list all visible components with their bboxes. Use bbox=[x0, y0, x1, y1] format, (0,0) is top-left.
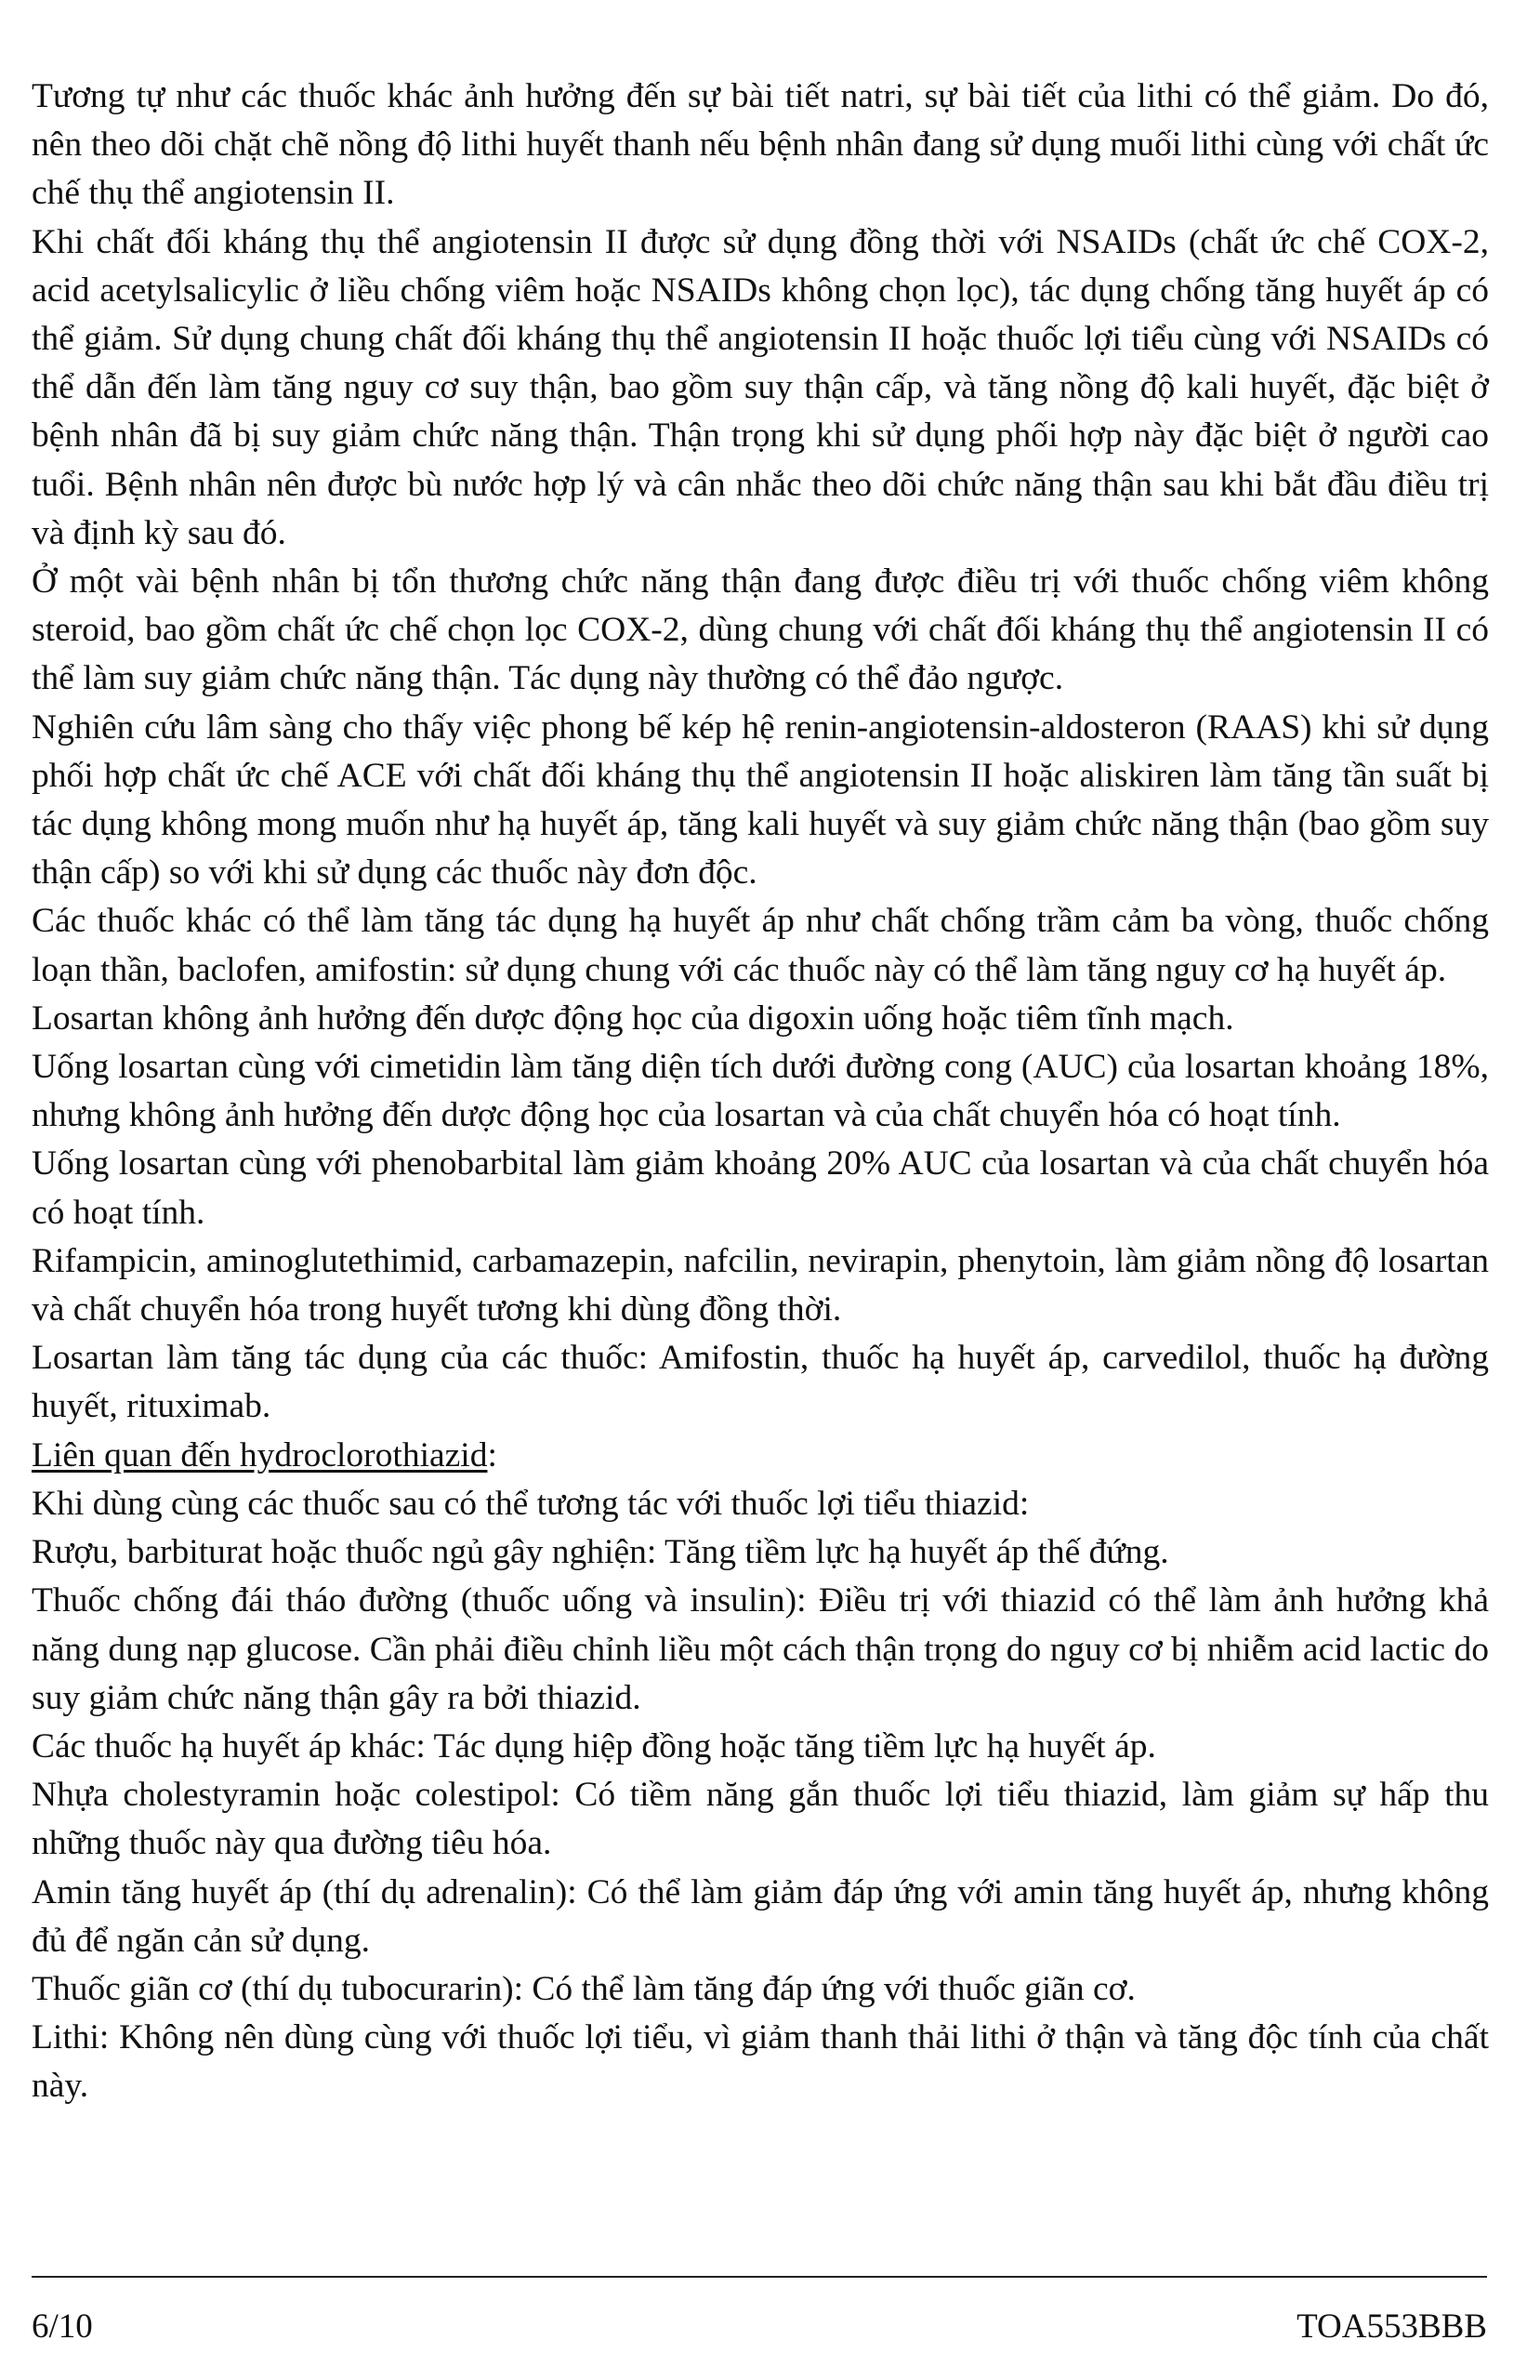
paragraph-hypotension-drugs: Các thuốc khác có thể làm tăng tác dụng hạ huyết áp như chất chống trầm cảm ba vòng, thuốc chống loạn thần, baclofen, amifostin: sử dụng chung với các thuốc này có thể làm tăng nguy cơ hạ huyết áp. bbox=[32, 902, 1489, 989]
document-body bbox=[32, 73, 1489, 2111]
paragraph-phenobarbital: Uống losartan cùng với phenobarbital làm giảm khoảng 20% AUC của losartan và của chất chuyển hóa có hoạt tính. bbox=[32, 1144, 1489, 1232]
paragraph-muscle-relaxants: Thuốc giãn cơ (thí dụ tubocurarin): Có thể làm tăng đáp ứng với thuốc giãn cơ. bbox=[32, 1969, 1136, 2008]
paragraph-cholestyramin: Nhựa cholestyramin hoặc colestipol: Có tiềm năng gắn thuốc lợi tiểu thiazid, làm giảm sự hấp thu những thuốc này qua đường tiêu hóa. bbox=[32, 1776, 1489, 1863]
page-footer bbox=[32, 2304, 1487, 2350]
paragraph-lithium-interaction: Tương tự như các thuốc khác ảnh hưởng đến sự bài tiết natri, sự bài tiết của lithi có thể giảm. Do đó, nên theo dõi chặt chẽ nồng độ lithi huyết thanh nếu bệnh nhân đang sử dụng muối lithi cùng với chất ức chế thụ thể angiotensin II. bbox=[32, 77, 1489, 213]
paragraph-alcohol: Rượu, barbiturat hoặc thuốc ngủ gây nghiện: Tăng tiềm lực hạ huyết áp thế đứng. bbox=[32, 1533, 1169, 1572]
paragraph-pressor-amines: Amin tăng huyết áp (thí dụ adrenalin): Có thể làm giảm đáp ứng với amin tăng huyết áp, nhưng không đủ để ngăn cản sử dụng. bbox=[32, 1872, 1489, 1960]
page-number: 6/10 bbox=[32, 2307, 93, 2346]
paragraph-cimetidin: Uống losartan cùng với cimetidin làm tăng diện tích dưới đường cong (AUC) của losartan khoảng 18%, nhưng không ảnh hưởng đến dược động học của losartan và của chất chuyển hóa có hoạt tính. bbox=[32, 1048, 1489, 1135]
paragraph-losartan-enhances: Losartan làm tăng tác dụng của các thuốc: Amifostin, thuốc hạ huyết áp, carvedilol, thuốc hạ đường huyết, rituximab. bbox=[32, 1339, 1489, 1426]
section-heading-text: Liên quan đến hydroclorothiazid bbox=[32, 1435, 488, 1474]
paragraph-lithi: Lithi: Không nên dùng cùng với thuốc lợi tiểu, vì giảm thanh thải lithi ở thận và tăng độc tính của chất này. bbox=[32, 2018, 1489, 2106]
document-code: TOA553BBB bbox=[1296, 2307, 1487, 2346]
paragraph-thiazid-intro: Khi dùng cùng các thuốc sau có thể tương tác với thuốc lợi tiểu thiazid: bbox=[32, 1484, 1030, 1523]
paragraph-raas-blockade: Nghiên cứu lâm sàng cho thấy việc phong bế kép hệ renin-angiotensin-aldosteron (RAAS) khi sử dụng phối hợp chất ức chế ACE với chất đối kháng thụ thể angiotensin II hoặc aliskiren làm tăng tần suất bị tác dụng không mong muốn như hạ huyết áp, tăng kali huyết và suy giảm chức năng thận (bao gồm suy thận cấp) so với khi sử dụng các thuốc này đơn độc. bbox=[32, 707, 1489, 892]
paragraph-digoxin: Losartan không ảnh hưởng đến dược động học của digoxin uống hoặc tiêm tĩnh mạch. bbox=[32, 998, 1234, 1038]
section-heading-hydroclorothiazid bbox=[32, 1432, 1489, 1480]
footer-divider bbox=[32, 2276, 1487, 2278]
paragraph-antidiabetic: Thuốc chống đái tháo đường (thuốc uống và insulin): Điều trị với thiazid có thể làm ảnh hưởng khả năng dung nạp glucose. Cần phải điều chỉnh liều một cách thận trọng do nguy cơ bị nhiễm acid lactic do suy giảm chức năng thận gây ra bởi thiazid. bbox=[32, 1581, 1489, 1717]
paragraph-rifampicin: Rifampicin, aminoglutethimid, carbamazepin, nafcilin, nevirapin, phenytoin, làm giảm nồng độ losartan và chất chuyển hóa trong huyết tương khi dùng đồng thời. bbox=[32, 1241, 1489, 1329]
paragraph-other-antihypertensives: Các thuốc hạ huyết áp khác: Tác dụng hiệp đồng hoặc tăng tiềm lực hạ huyết áp. bbox=[32, 1726, 1156, 1765]
paragraph-nsaids-interaction: Khi chất đối kháng thụ thể angiotensin II được sử dụng đồng thời với NSAIDs (chất ức chế COX-2, acid acetylsalicylic ở liều chống viêm hoặc NSAIDs không chọn lọc), tác dụng chống tăng huyết áp có thể giảm. Sử dụng chung chất đối kháng thụ thể angiotensin II hoặc thuốc lợi tiểu cùng với NSAIDs có thể dẫn đến làm tăng nguy cơ suy thận, bao gồm suy thận cấp, và tăng nồng độ kali huyết, đặc biệt ở bệnh nhân đã bị suy giảm chức năng thận. Thận trọng khi sử dụng phối hợp này đặc biệt ở người cao tuổi. Bệnh nhân nên được bù nước hợp lý và cân nhắc theo dõi chức năng thận sau khi bắt đầu điều trị và định kỳ sau đó. bbox=[32, 222, 1489, 552]
section-heading-colon: : bbox=[487, 1435, 497, 1474]
paragraph-renal-impairment: Ở một vài bệnh nhân bị tổn thương chức năng thận đang được điều trị với thuốc chống viêm không steroid, bao gồm chất ức chế chọn lọc COX-2, dùng chung với chất đối kháng thụ thể angiotensin II có thể làm suy giảm chức năng thận. Tác dụng này thường có thể đảo ngược. bbox=[32, 562, 1489, 698]
